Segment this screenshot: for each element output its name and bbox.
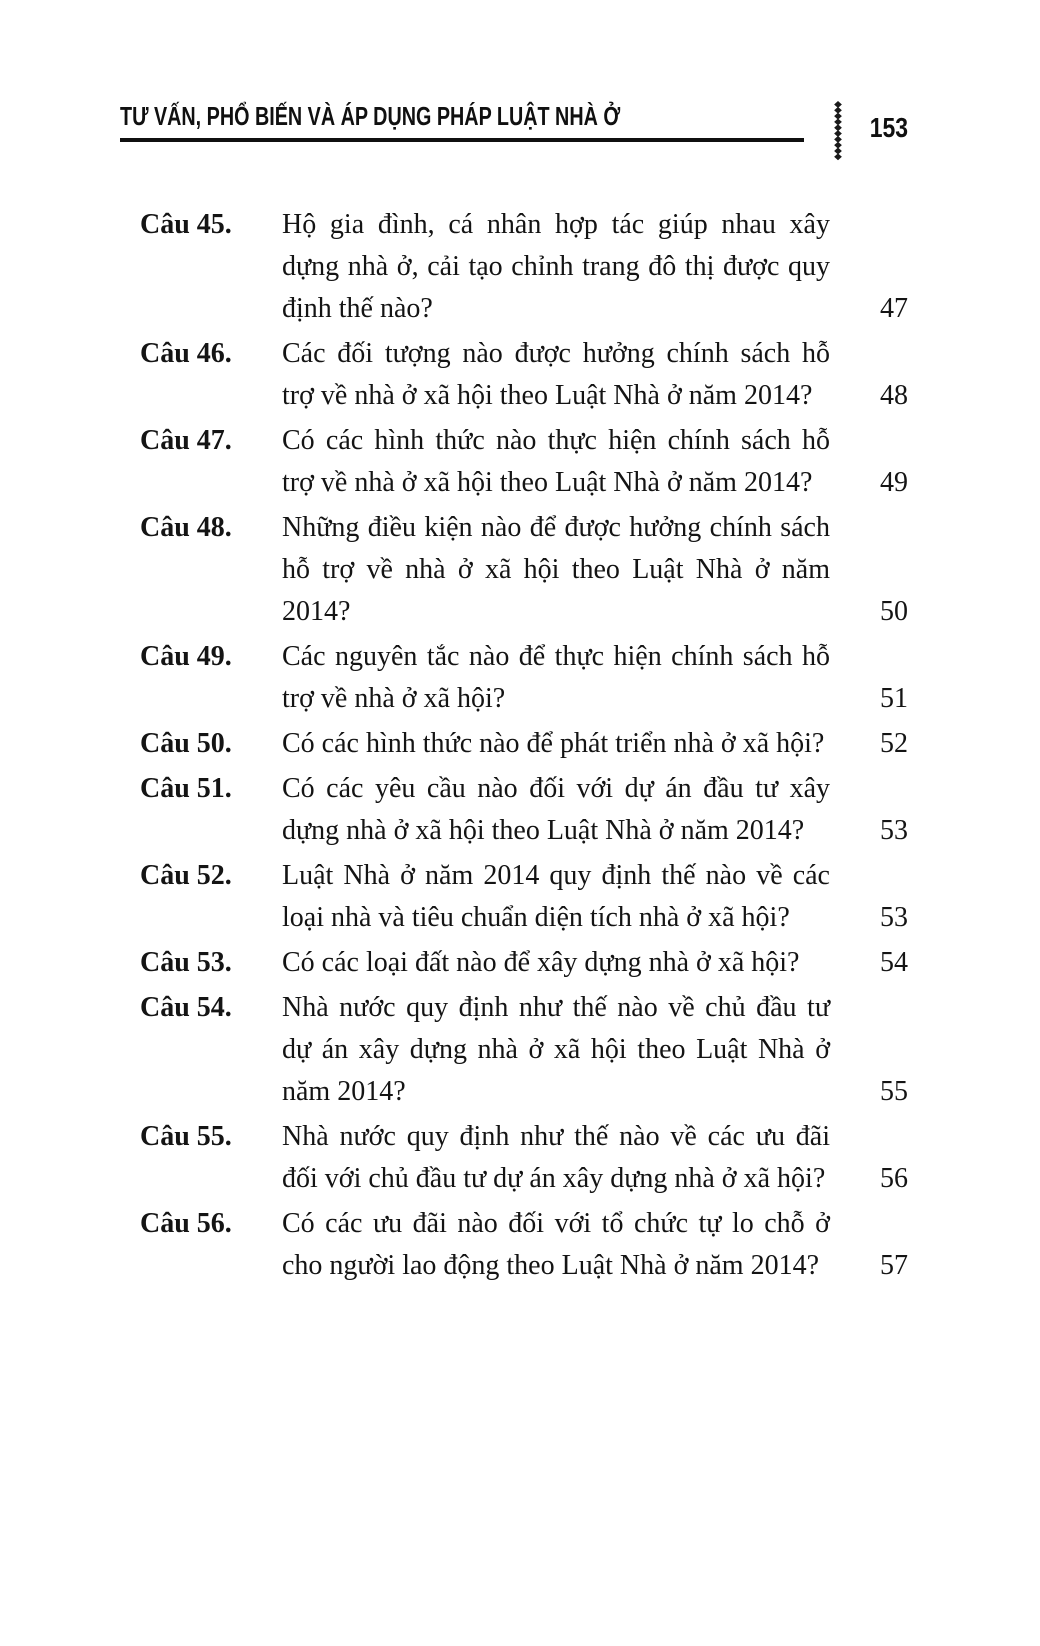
toc-entry-question: Nhà nước quy định như thế nào về các ưu đãi đối với chủ đầu tư dự án xây dựng nhà ở xã hội? xyxy=(282,1121,830,1194)
diamond-chain-icon xyxy=(832,101,844,163)
toc-entry-question: Hộ gia đình, cá nhân hợp tác giúp nhau xây dựng nhà ở, cải tạo chỉnh trang đô thị được quy định thế nào? xyxy=(282,209,830,324)
toc-entry xyxy=(140,987,908,1113)
header-rule xyxy=(120,138,804,142)
page-number: 153 xyxy=(869,112,908,143)
toc-entry-page: 53 xyxy=(880,902,908,933)
toc-entry xyxy=(140,855,908,939)
toc-entry-page: 51 xyxy=(880,683,908,714)
toc-entry-label: Câu 47. xyxy=(140,425,232,456)
toc-entry-label: Câu 48. xyxy=(140,512,232,543)
toc-entry-question: Các nguyên tắc nào để thực hiện chính sách hỗ trợ về nhà ở xã hội? xyxy=(282,641,830,714)
toc-entry-label: Câu 52. xyxy=(140,860,232,891)
toc-entry xyxy=(140,1203,908,1287)
toc-entry-page: 48 xyxy=(880,380,908,411)
toc-entry xyxy=(140,636,908,720)
toc-entry-question: Có các loại đất nào để xây dựng nhà ở xã hội? xyxy=(282,947,800,978)
toc-entry-question: Luật Nhà ở năm 2014 quy định thế nào về các loại nhà và tiêu chuẩn diện tích nhà ở xã hội? xyxy=(282,860,830,933)
toc-entry-page: 54 xyxy=(880,947,908,978)
toc-entry-page: 55 xyxy=(880,1076,908,1107)
toc-entry-page: 49 xyxy=(880,467,908,498)
toc-entry xyxy=(140,507,908,633)
toc-entry xyxy=(140,942,908,984)
toc-entry-label: Câu 54. xyxy=(140,992,232,1023)
toc-entry-label: Câu 50. xyxy=(140,728,232,759)
toc-entry-label: Câu 45. xyxy=(140,209,232,240)
toc-entry-page: 56 xyxy=(880,1163,908,1194)
running-header xyxy=(0,0,1040,170)
toc-entry-page: 53 xyxy=(880,815,908,846)
toc-entry-question: Các đối tượng nào được hưởng chính sách hỗ trợ về nhà ở xã hội theo Luật Nhà ở năm 2014? xyxy=(282,338,830,411)
toc-entry-label: Câu 53. xyxy=(140,947,232,978)
toc-entry xyxy=(140,768,908,852)
toc-entry xyxy=(140,420,908,504)
toc-entry-question: Có các ưu đãi nào đối với tổ chức tự lo chỗ ở cho người lao động theo Luật Nhà ở năm 2014? xyxy=(282,1208,830,1281)
toc-entry-question: Nhà nước quy định như thế nào về chủ đầu tư dự án xây dựng nhà ở xã hội theo Luật Nhà ở năm 2014? xyxy=(282,992,830,1107)
toc-entry-question: Có các yêu cầu nào đối với dự án đầu tư xây dựng nhà ở xã hội theo Luật Nhà ở năm 2014? xyxy=(282,773,830,846)
toc-entry-label: Câu 55. xyxy=(140,1121,232,1152)
toc-entry xyxy=(140,333,908,417)
running-header-title: TƯ VẤN, PHỔ BIẾN VÀ ÁP DỤNG PHÁP LUẬT NHÀ Ở xyxy=(120,101,621,131)
toc-list xyxy=(140,204,908,1290)
toc-entry-label: Câu 49. xyxy=(140,641,232,672)
toc-entry-page: 57 xyxy=(880,1250,908,1281)
toc-entry xyxy=(140,723,908,765)
toc-entry-label: Câu 51. xyxy=(140,773,232,804)
toc-entry xyxy=(140,1116,908,1200)
toc-entry-label: Câu 56. xyxy=(140,1208,232,1239)
toc-entry-question: Những điều kiện nào để được hưởng chính sách hỗ trợ về nhà ở xã hội theo Luật Nhà ở năm 2014? xyxy=(282,512,830,627)
toc-entry-page: 52 xyxy=(880,728,908,759)
toc-entry-question: Có các hình thức nào thực hiện chính sách hỗ trợ về nhà ở xã hội theo Luật Nhà ở năm 2014? xyxy=(282,425,830,498)
toc-entry-label: Câu 46. xyxy=(140,338,232,369)
toc-entry xyxy=(140,204,908,330)
toc-entry-question: Có các hình thức nào để phát triển nhà ở xã hội? xyxy=(282,728,825,759)
toc-entry-page: 47 xyxy=(880,293,908,324)
toc-entry-page: 50 xyxy=(880,596,908,627)
